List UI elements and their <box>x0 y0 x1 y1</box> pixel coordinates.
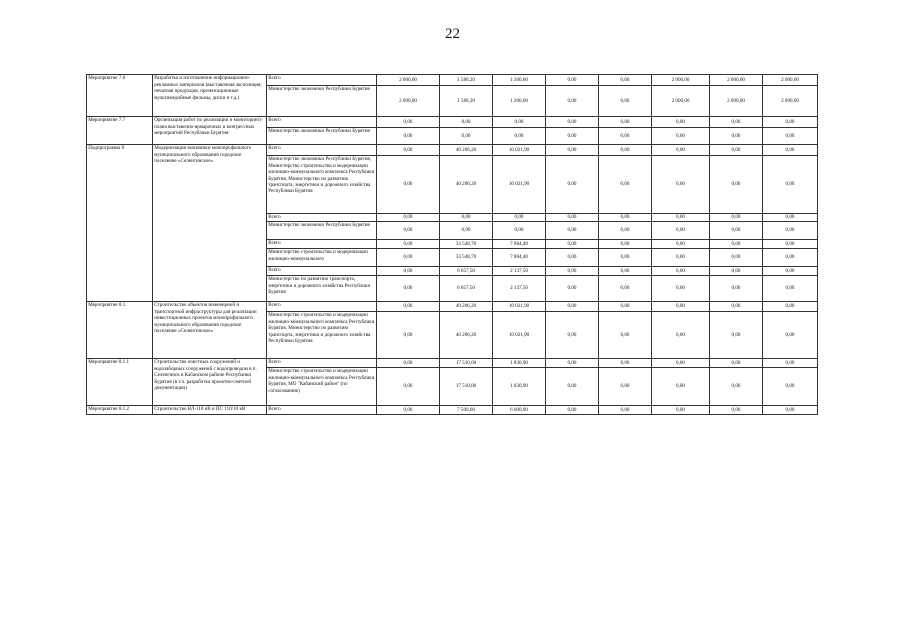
funding-source: Всего <box>267 214 377 222</box>
program-name: Разработка и изготовление информационно-рекламных материалов (выставочная экспозиция, печатная продукция, презентационные мультимедийные фильмы, диски и т.д.) <box>153 75 267 117</box>
amount-cell: 6 657,50 <box>440 267 493 276</box>
budget-table-body <box>87 75 818 415</box>
amount-cell: 0,00 <box>599 359 652 368</box>
amount-cell: 0,00 <box>652 406 710 415</box>
amount-cell: 0,00 <box>710 222 763 240</box>
table-row <box>87 117 818 128</box>
amount-cell: 2 000,00 <box>710 86 763 117</box>
amount-cell: 0,00 <box>599 222 652 240</box>
funding-source: Всего <box>267 240 377 249</box>
amount-cell: 0,00 <box>710 240 763 249</box>
amount-cell: 0,00 <box>546 145 599 156</box>
amount-cell: 0,00 <box>546 128 599 145</box>
amount-cell: 0,00 <box>710 128 763 145</box>
amount-cell: 0,00 <box>652 156 710 214</box>
amount-cell: 6 000,00 <box>493 406 546 415</box>
amount-cell: 0,00 <box>377 302 440 312</box>
program-name: Строительство очистных сооружений и водозаборных сооружений с водопроводом в п. Селенгинск в Кабанском районе Республики Бурятия (в т.ч. разработка проектно-сметной документации) <box>153 359 267 406</box>
table-row <box>87 75 818 86</box>
funding-source: Министерство строительства и модернизации жилищно-коммунального комплекса Республики Бурятия, МО "Кабанский район" (по согласованию) <box>267 368 377 406</box>
program-label: Подпрограмма 8 <box>87 145 153 302</box>
amount-cell: 0,00 <box>652 128 710 145</box>
funding-source: Всего <box>267 406 377 415</box>
amount-cell: 0,00 <box>652 240 710 249</box>
amount-cell: 0,00 <box>599 117 652 128</box>
funding-source: Министерство строительства и модернизации жилищно-коммунального <box>267 249 377 267</box>
amount-cell: 0,00 <box>763 156 818 214</box>
page-number: 22 <box>445 26 460 42</box>
amount-cell: 0,00 <box>377 312 440 359</box>
amount-cell: 17 510,00 <box>440 368 493 406</box>
amount-cell: 0,00 <box>710 276 763 302</box>
amount-cell: 0,00 <box>546 86 599 117</box>
amount-cell: 0,00 <box>493 117 546 128</box>
amount-cell: 0,00 <box>440 222 493 240</box>
amount-cell: 2 000,00 <box>763 75 818 86</box>
amount-cell: 0,00 <box>710 312 763 359</box>
amount-cell: 0,00 <box>546 359 599 368</box>
amount-cell: 1 580,20 <box>440 86 493 117</box>
amount-cell: 0,00 <box>763 128 818 145</box>
amount-cell: 0,00 <box>377 128 440 145</box>
amount-cell: 0,00 <box>763 312 818 359</box>
funding-source: Всего <box>267 117 377 128</box>
amount-cell: 7 884,40 <box>493 249 546 267</box>
program-label: Мероприятие 7.7 <box>87 117 153 145</box>
amount-cell: 0,00 <box>710 249 763 267</box>
amount-cell: 0,00 <box>599 406 652 415</box>
amount-cell: 0,00 <box>599 276 652 302</box>
amount-cell: 0,00 <box>763 368 818 406</box>
funding-source: Министерство экономики Республики Бурятия <box>267 128 377 145</box>
funding-source: Всего <box>267 267 377 276</box>
amount-cell: 2 000,00 <box>652 75 710 86</box>
amount-cell: 40 206,20 <box>440 156 493 214</box>
amount-cell: 10 021,90 <box>493 302 546 312</box>
amount-cell: 0,00 <box>599 302 652 312</box>
amount-cell: 0,00 <box>710 359 763 368</box>
amount-cell: 0,00 <box>763 276 818 302</box>
amount-cell: 0,00 <box>652 214 710 222</box>
table-row <box>87 359 818 368</box>
amount-cell: 0,00 <box>652 276 710 302</box>
amount-cell: 2 137,50 <box>493 276 546 302</box>
amount-cell: 0,00 <box>377 240 440 249</box>
amount-cell: 0,00 <box>546 240 599 249</box>
amount-cell: 0,00 <box>440 214 493 222</box>
amount-cell: 0,00 <box>377 359 440 368</box>
amount-cell: 0,00 <box>763 406 818 415</box>
funding-source: Министерство экономики Республики Бурятия, Министерство строительства и модернизации жилищно-коммунального комплекса Республики Бурятия, Министерство по развитию транспорта, энергетики и дорожного хозяйства Республики Бурятия <box>267 156 377 214</box>
funding-source: Министерство экономики Республики Бурятия <box>267 86 377 117</box>
amount-cell: 0,00 <box>599 145 652 156</box>
amount-cell: 0,00 <box>546 249 599 267</box>
program-name: Организация работ по реализации и мониторингу плана выставочно-ярмарочных и конгрессных мероприятий Республики Бурятия <box>153 117 267 145</box>
amount-cell: 0,00 <box>377 276 440 302</box>
amount-cell: 0,00 <box>599 156 652 214</box>
funding-source: Всего <box>267 75 377 86</box>
amount-cell: 0,00 <box>440 128 493 145</box>
program-label: Мероприятие 7.6 <box>87 75 153 117</box>
funding-source: Всего <box>267 359 377 368</box>
amount-cell: 0,00 <box>546 276 599 302</box>
amount-cell: 2 000,00 <box>377 86 440 117</box>
amount-cell: 2 137,50 <box>493 267 546 276</box>
program-name: Строительство ВЛ-110 кВ и ПС 110/10 кВ <box>153 406 267 415</box>
amount-cell: 7 500,60 <box>440 406 493 415</box>
funding-source: Министерство экономики Республики Бурятия <box>267 222 377 240</box>
amount-cell: 0,00 <box>763 214 818 222</box>
amount-cell: 0,00 <box>763 145 818 156</box>
amount-cell: 0,00 <box>377 156 440 214</box>
amount-cell: 0,00 <box>763 249 818 267</box>
amount-cell: 0,00 <box>377 406 440 415</box>
table-row <box>87 302 818 312</box>
amount-cell: 0,00 <box>763 267 818 276</box>
amount-cell: 1 200,00 <box>493 86 546 117</box>
amount-cell: 0,00 <box>377 267 440 276</box>
amount-cell: 10 021,90 <box>493 145 546 156</box>
amount-cell: 2 000,00 <box>763 86 818 117</box>
amount-cell: 0,00 <box>377 117 440 128</box>
amount-cell: 0,00 <box>763 359 818 368</box>
amount-cell: 0,00 <box>546 117 599 128</box>
amount-cell: 0,00 <box>710 267 763 276</box>
amount-cell: 0,00 <box>546 302 599 312</box>
amount-cell: 0,00 <box>763 240 818 249</box>
amount-cell: 0,00 <box>652 145 710 156</box>
amount-cell: 1 580,20 <box>440 75 493 86</box>
amount-cell: 0,00 <box>652 312 710 359</box>
program-name: Строительство объектов инженерной и транспортной инфраструктуры для реализации инвестиционных проектов монопрофильного муниципального образования городское поселение «Селенгинское» <box>153 302 267 359</box>
amount-cell: 0,00 <box>546 368 599 406</box>
amount-cell: 0,00 <box>652 302 710 312</box>
amount-cell: 0,00 <box>652 368 710 406</box>
amount-cell: 0,00 <box>710 117 763 128</box>
amount-cell: 0,00 <box>710 368 763 406</box>
amount-cell: 2 000,00 <box>377 75 440 86</box>
amount-cell: 1 200,00 <box>493 75 546 86</box>
amount-cell: 7 884,40 <box>493 240 546 249</box>
amount-cell: 6 657,50 <box>440 276 493 302</box>
amount-cell: 33 548,70 <box>440 249 493 267</box>
amount-cell: 0,00 <box>546 156 599 214</box>
amount-cell: 2 000,00 <box>710 75 763 86</box>
amount-cell: 0,00 <box>710 156 763 214</box>
amount-cell: 1 830,90 <box>493 368 546 406</box>
amount-cell: 10 021,90 <box>493 312 546 359</box>
amount-cell: 0,00 <box>652 267 710 276</box>
amount-cell: 0,00 <box>763 302 818 312</box>
amount-cell: 0,00 <box>599 368 652 406</box>
amount-cell: 0,00 <box>377 214 440 222</box>
amount-cell: 0,00 <box>652 117 710 128</box>
amount-cell: 0,00 <box>377 222 440 240</box>
amount-cell: 0,00 <box>493 222 546 240</box>
funding-source: Министерство строительства и модернизации жилищно-коммунального комплекса Республики Бурятия, Министерство по развитию транспорта, энергетики и дорожного хозяйства Республики Бурятия <box>267 312 377 359</box>
amount-cell: 17 510,00 <box>440 359 493 368</box>
amount-cell: 10 021,90 <box>493 156 546 214</box>
amount-cell: 0,00 <box>599 267 652 276</box>
program-label: Мероприятие 8.1.1 <box>87 359 153 406</box>
table-row <box>87 145 818 156</box>
funding-source: Министерство по развитию транспорта, энергетики и дорожного хозяйства Республики Бурятия <box>267 276 377 302</box>
amount-cell: 0,00 <box>546 214 599 222</box>
amount-cell: 0,00 <box>710 406 763 415</box>
amount-cell: 0,00 <box>763 222 818 240</box>
amount-cell: 0,00 <box>599 249 652 267</box>
amount-cell: 1 830,90 <box>493 359 546 368</box>
table-row <box>87 406 818 415</box>
funding-source: Всего <box>267 302 377 312</box>
amount-cell: 0,00 <box>599 75 652 86</box>
amount-cell: 0,00 <box>377 368 440 406</box>
amount-cell: 0,00 <box>440 117 493 128</box>
amount-cell: 0,00 <box>599 312 652 359</box>
amount-cell: 0,00 <box>652 359 710 368</box>
amount-cell: 40 206,20 <box>440 145 493 156</box>
funding-source: Всего <box>267 145 377 156</box>
amount-cell: 0,00 <box>599 128 652 145</box>
amount-cell: 0,00 <box>599 240 652 249</box>
amount-cell: 40 206,20 <box>440 302 493 312</box>
amount-cell: 0,00 <box>599 214 652 222</box>
program-label: Мероприятие 8.1. <box>87 302 153 359</box>
amount-cell: 0,00 <box>546 75 599 86</box>
amount-cell: 0,00 <box>546 406 599 415</box>
amount-cell: 0,00 <box>493 214 546 222</box>
amount-cell: 0,00 <box>546 312 599 359</box>
amount-cell: 0,00 <box>546 222 599 240</box>
program-label: Мероприятие 8.1.2 <box>87 406 153 415</box>
program-name: Модернизация экономики монопрофильного муниципального образования городское поселение «Селенгинское» <box>153 145 267 302</box>
amount-cell: 0,00 <box>652 222 710 240</box>
budget-table <box>86 74 818 415</box>
amount-cell: 40 206,20 <box>440 312 493 359</box>
amount-cell: 0,00 <box>652 249 710 267</box>
amount-cell: 0,00 <box>546 267 599 276</box>
amount-cell: 0,00 <box>377 249 440 267</box>
amount-cell: 0,00 <box>710 145 763 156</box>
amount-cell: 0,00 <box>763 117 818 128</box>
amount-cell: 33 548,70 <box>440 240 493 249</box>
amount-cell: 0,00 <box>710 302 763 312</box>
amount-cell: 0,00 <box>599 86 652 117</box>
amount-cell: 0,00 <box>493 128 546 145</box>
amount-cell: 2 000,00 <box>652 86 710 117</box>
amount-cell: 0,00 <box>377 145 440 156</box>
amount-cell: 0,00 <box>710 214 763 222</box>
